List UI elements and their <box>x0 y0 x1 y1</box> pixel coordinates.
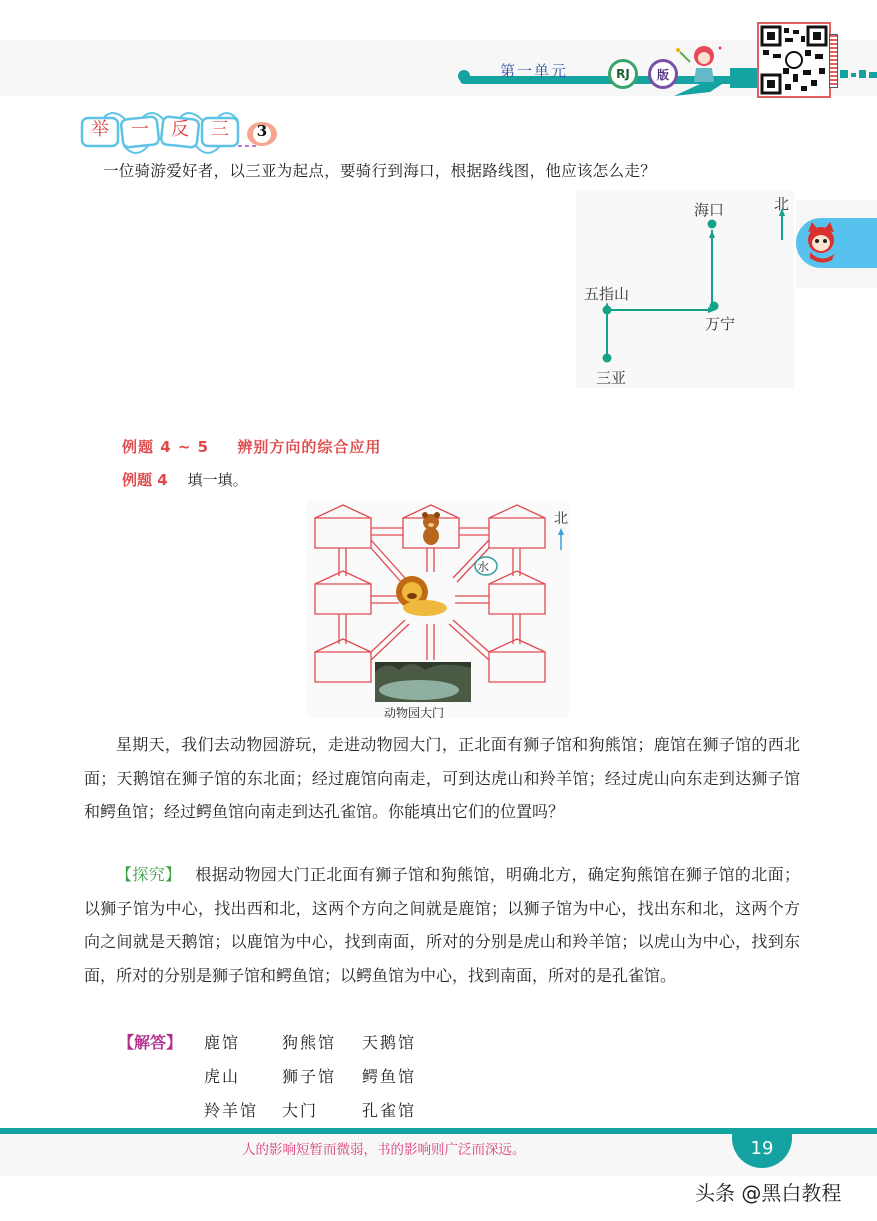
explore-paragraph <box>84 858 800 992</box>
watermark: 头条 @黑白教程 <box>695 1181 842 1205</box>
north-label: 北 <box>774 195 790 213</box>
zoo-north-indicator <box>554 508 568 554</box>
answer-cell: 天鹅馆 <box>362 1033 417 1052</box>
question-text: 一位骑游爱好者，以三亚为起点，要骑行到海口，根据路线图，他应该怎么走？ <box>103 162 657 180</box>
header-dot <box>458 70 470 82</box>
answer-cell: 狗熊馆 <box>282 1033 337 1052</box>
heading-char-4: 三 <box>211 119 229 140</box>
north-arrow-icon <box>554 528 568 550</box>
example-range-heading <box>122 436 381 457</box>
unit-title: 第一单元 <box>500 62 569 80</box>
point-wanning: 万宁 <box>705 315 736 333</box>
lion-icon <box>396 576 447 616</box>
page-number: 19 <box>732 1128 792 1168</box>
zoo-map <box>307 500 569 718</box>
answer-cell: 鳄鱼馆 <box>362 1067 417 1086</box>
water-label: 水 <box>477 560 490 574</box>
header-teal-block <box>730 68 760 88</box>
answer-cell: 大门 <box>282 1101 319 1120</box>
qr-code-icon[interactable] <box>757 22 831 98</box>
problem-text: 星期天，我们去动物园游玩，走进动物园大门，正北面有狮子馆和狗熊馆；鹿馆在狮子馆的西北面；天鹅馆在狮子馆的东北面；经过鹿馆向南走，可到达虎山和羚羊馆；经过虎山向东走到达狮子馆和鳄鱼馆；经过鳄鱼馆向南走到达孔雀馆。你能填出它们的位置吗？ <box>84 735 800 821</box>
heading-char-1: 举 <box>91 119 109 140</box>
zoo-gate-photo <box>375 662 471 702</box>
answer-block <box>118 1026 436 1128</box>
zoo-diagram <box>307 500 569 718</box>
heading-char-2: 一 <box>131 119 149 140</box>
problem-paragraph <box>84 728 800 829</box>
fox-mascot-icon <box>796 218 846 268</box>
header-decoration-icon <box>840 68 877 80</box>
side-tab <box>796 218 877 268</box>
heading-char-3: 反 <box>171 119 189 140</box>
point-wuzhishan: 五指山 <box>584 285 630 303</box>
answer-row <box>204 1094 436 1128</box>
answer-cell: 孔雀馆 <box>362 1101 417 1120</box>
answer-tag: 【解答】 <box>118 1033 183 1052</box>
section-number: 3 <box>256 122 268 140</box>
footer-quote: 人的影响短暂而微弱，书的影响则广泛而深远。 <box>242 1142 526 1158</box>
edition-badge: 版 <box>648 59 678 89</box>
example-4-label: 例题 4 <box>122 471 168 489</box>
qr-side-strip <box>829 34 838 88</box>
zoo-north-label: 北 <box>554 511 568 527</box>
explore-text: 根据动物园大门正北面有狮子馆和狗熊馆，明确北方，确定狗熊馆在狮子馆的北面；以狮子馆为中心，找出西和北，这两个方向之间就是鹿馆；以狮子馆为中心，找出东和北，这两个方向之间就是天鹅馆；以鹿馆为中心，找到南面，所对的分别是虎山和羚羊馆；以虎山为中心，找到东面，所对的分别是狮子馆和鳄鱼馆；以鳄鱼馆为中心，找到南面，所对的是孔雀馆。 <box>84 865 800 985</box>
answer-cell: 虎山 <box>204 1067 241 1086</box>
point-haikou: 海口 <box>694 201 725 219</box>
answer-cell: 鹿馆 <box>204 1033 241 1052</box>
answer-row <box>204 1026 436 1060</box>
bear-icon <box>422 512 440 545</box>
answer-row <box>204 1060 436 1094</box>
rj-badge: RJ <box>608 59 638 89</box>
example-range-label: 例题 4 ~ 5 <box>122 438 210 456</box>
example-4-heading <box>122 469 248 490</box>
explore-tag: 【探究】 <box>116 865 182 884</box>
example-4-title: 填一填。 <box>187 471 248 489</box>
answer-cell: 羚羊馆 <box>204 1101 259 1120</box>
answer-cell: 狮子馆 <box>282 1067 337 1086</box>
zoo-gate-label: 动物园大门 <box>384 706 445 720</box>
point-sanya: 三亚 <box>596 369 627 387</box>
girl-illustration-icon <box>670 40 730 100</box>
example-range-title: 辨别方向的综合应用 <box>237 438 382 456</box>
